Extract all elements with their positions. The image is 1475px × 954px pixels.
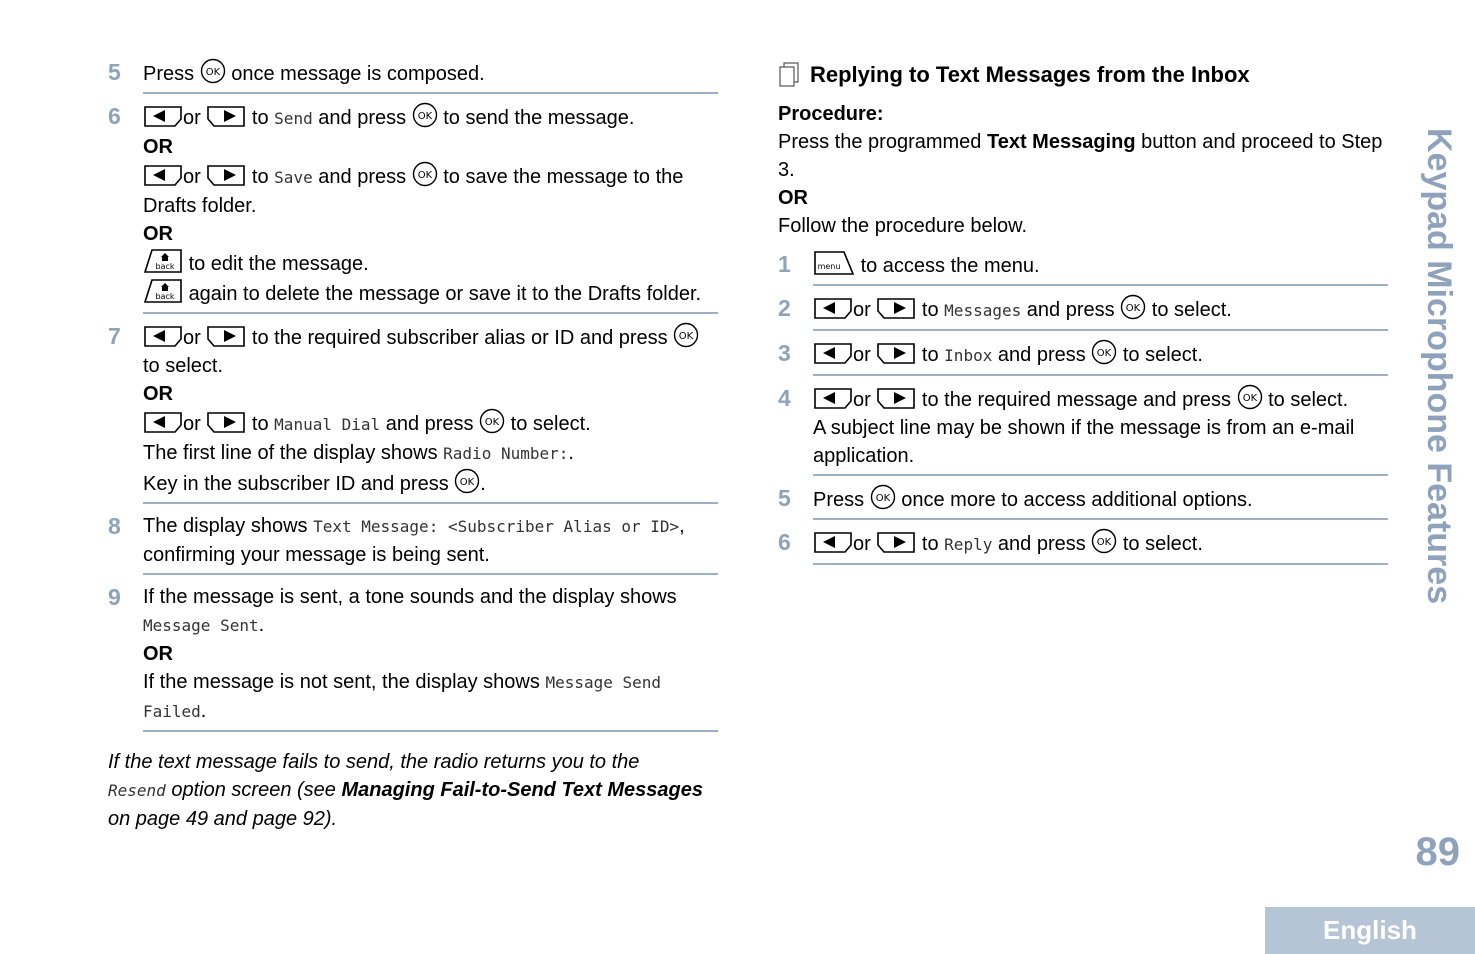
- step-number: 1: [778, 251, 791, 277]
- step-text: to select.: [1122, 344, 1203, 366]
- step-text: to save the message to the Drafts folder.: [143, 166, 684, 217]
- step-text: .: [200, 700, 207, 722]
- step-number: 5: [778, 485, 791, 511]
- step-number: 8: [108, 513, 121, 539]
- left-arrow-key-icon: [143, 163, 183, 187]
- step-text: again to delete the message or save it to the Drafts folder.: [188, 283, 702, 305]
- svg-text:OK: OK: [460, 477, 475, 488]
- step-text: Press: [143, 63, 195, 85]
- step-text: to access the menu.: [860, 255, 1040, 277]
- step-8-sending: [108, 512, 718, 575]
- left-arrow-key-icon: [813, 296, 853, 320]
- step-number: 2: [778, 295, 791, 321]
- step-text: A subject line may be shown if the message is from an e-mail application.: [813, 417, 1355, 467]
- display-text-message-sent: Message Sent: [143, 616, 259, 635]
- procedure-label: Procedure:: [778, 103, 884, 125]
- inbox-step-4: [778, 384, 1388, 476]
- step-text: and press: [318, 166, 407, 188]
- svg-text:back: back: [155, 292, 175, 301]
- left-arrow-key-icon: [813, 530, 853, 554]
- ok-button-icon: [479, 408, 505, 434]
- ok-button-icon: [454, 468, 480, 494]
- right-arrow-key-icon: [206, 410, 246, 434]
- ok-button-icon: [1237, 384, 1263, 410]
- ok-button-icon: [1120, 294, 1146, 320]
- step-number: 3: [778, 340, 791, 366]
- right-arrow-key-icon: [876, 341, 916, 365]
- svg-text:OK: OK: [1242, 393, 1257, 404]
- step-text: If the message is sent, a tone sounds and the display shows: [143, 586, 677, 608]
- step-text: to select.: [143, 355, 224, 377]
- right-column: [778, 62, 1388, 573]
- or-label: OR: [143, 643, 173, 665]
- note-text: If the text message fails to send, the radio returns you to the: [108, 751, 640, 773]
- step-text: to select.: [1268, 389, 1349, 411]
- display-text-message-send-failed: Message Send Failed: [143, 673, 662, 721]
- step-number: 9: [108, 584, 121, 610]
- svg-text:OK: OK: [875, 493, 890, 504]
- language-tab: English: [1265, 907, 1475, 954]
- step-text: and press: [385, 413, 474, 435]
- menu-key-icon: [813, 250, 855, 276]
- svg-text:OK: OK: [484, 417, 500, 428]
- svg-text:OK: OK: [417, 170, 432, 181]
- back-key-icon: [143, 248, 183, 274]
- or-label: OR: [143, 136, 173, 158]
- step-text: to the required subscriber alias or ID and press: [251, 327, 668, 349]
- svg-text:menu: menu: [817, 262, 841, 271]
- step-text: or: [183, 107, 201, 129]
- step-text: once more to access additional options.: [901, 489, 1253, 511]
- inbox-step-1: [778, 250, 1388, 286]
- step-5-compose: [108, 58, 718, 94]
- step-text: .: [258, 614, 265, 636]
- step-6-send-save: [108, 102, 718, 314]
- page-number: 89: [1415, 830, 1460, 874]
- cross-reference: Managing Fail-to-Send Text Messages: [341, 779, 704, 801]
- left-column: [108, 58, 718, 833]
- left-arrow-key-icon: [143, 324, 183, 348]
- step-number: 4: [778, 385, 791, 411]
- section-title: [778, 62, 1388, 88]
- back-key-icon: [143, 278, 183, 304]
- right-arrow-key-icon: [876, 530, 916, 554]
- inbox-step-5: [778, 484, 1388, 520]
- step-number: 7: [108, 323, 121, 349]
- step-text: to edit the message.: [188, 253, 369, 275]
- display-text-manual-dial: Manual Dial: [274, 415, 381, 434]
- svg-text:OK: OK: [1097, 348, 1112, 359]
- display-text-text-message: Text Message: <Subscriber Alias or ID>: [313, 517, 680, 536]
- inbox-step-2: [778, 294, 1388, 331]
- step-text: or: [183, 166, 201, 188]
- step-text: and press: [318, 107, 407, 129]
- step-number: 6: [108, 103, 121, 129]
- svg-text:OK: OK: [417, 111, 432, 122]
- inbox-step-6: [778, 528, 1388, 565]
- step-text: once message is composed.: [231, 63, 485, 85]
- svg-text:OK: OK: [1097, 537, 1112, 548]
- display-text-inbox: Inbox: [944, 346, 993, 365]
- svg-text:OK: OK: [1125, 303, 1141, 314]
- step-text: and press: [1026, 299, 1115, 321]
- procedure-intro: [778, 128, 1388, 184]
- display-text-resend: Resend: [108, 781, 166, 800]
- svg-text:back: back: [155, 262, 175, 271]
- svg-text:OK: OK: [205, 67, 220, 78]
- step-text: and press: [997, 344, 1086, 366]
- left-arrow-key-icon: [813, 386, 853, 410]
- ok-button-icon: [412, 161, 438, 187]
- step-number: 5: [108, 59, 121, 85]
- note-text: on page 49 and page 92).: [108, 808, 338, 830]
- step-9-result: [108, 583, 718, 732]
- ok-button-icon: [412, 102, 438, 128]
- ok-button-icon: [673, 322, 699, 348]
- display-text-reply: Reply: [944, 535, 993, 554]
- step-text: or: [183, 327, 201, 349]
- step-text: Press: [813, 489, 865, 511]
- step-text: or: [853, 344, 871, 366]
- procedure-text: button and proceed to Step 3.: [778, 131, 1383, 181]
- step-text: If the message is not sent, the display shows: [143, 671, 540, 693]
- step-text: , confirming your message is being sent.: [143, 515, 685, 566]
- step-text: to: [251, 107, 269, 129]
- or-label: OR: [143, 223, 173, 245]
- step-text: or: [183, 413, 201, 435]
- step-text: or: [853, 299, 871, 321]
- step-text: The display shows: [143, 515, 308, 537]
- step-text: to select.: [1151, 299, 1232, 321]
- right-arrow-key-icon: [206, 163, 246, 187]
- left-arrow-key-icon: [813, 341, 853, 365]
- right-arrow-key-icon: [206, 104, 246, 128]
- step-text: or: [853, 389, 871, 411]
- step-text: to: [921, 299, 939, 321]
- step-text: to the required message and press: [921, 389, 1231, 411]
- note-text: option screen (see: [171, 779, 336, 801]
- display-text-messages: Messages: [944, 301, 1022, 320]
- step-number: 6: [778, 529, 791, 555]
- svg-text:OK: OK: [679, 331, 694, 342]
- step-text: to: [251, 166, 269, 188]
- fail-note: [108, 748, 718, 833]
- step-text: .: [480, 473, 486, 495]
- step-text: to: [921, 344, 939, 366]
- right-arrow-key-icon: [876, 296, 916, 320]
- ok-button-icon: [1091, 339, 1117, 365]
- left-arrow-key-icon: [143, 104, 183, 128]
- left-arrow-key-icon: [143, 410, 183, 434]
- chapter-side-title: Keypad Microphone Features: [1420, 128, 1458, 605]
- step-text: or: [853, 533, 871, 555]
- or-label: OR: [143, 383, 173, 405]
- step-text: to select.: [1122, 533, 1203, 555]
- right-arrow-key-icon: [876, 386, 916, 410]
- step-text: Key in the subscriber ID and press: [143, 473, 449, 495]
- inbox-step-3: [778, 339, 1388, 376]
- step-text: to select.: [510, 413, 591, 435]
- step-text: to: [921, 533, 939, 555]
- ok-button-icon: [1091, 528, 1117, 554]
- or-label: OR: [778, 187, 808, 209]
- section-pages-icon: [778, 62, 800, 88]
- right-arrow-key-icon: [206, 324, 246, 348]
- step-7-select-subscriber: [108, 322, 718, 504]
- display-text-save: Save: [274, 168, 313, 187]
- step-text: and press: [997, 533, 1086, 555]
- step-text: to: [251, 413, 269, 435]
- procedure-text: Press the programmed: [778, 131, 982, 153]
- ok-button-icon: [870, 484, 896, 510]
- step-text: to send the message.: [443, 107, 635, 129]
- ok-button-icon: [200, 58, 226, 84]
- section-title-text: Replying to Text Messages from the Inbox: [810, 62, 1250, 87]
- display-text-send: Send: [274, 109, 313, 128]
- step-text: .: [568, 442, 574, 464]
- button-name: Text Messaging: [986, 131, 1136, 153]
- step-text: The first line of the display shows: [143, 442, 438, 464]
- procedure-text: Follow the procedure below.: [778, 215, 1028, 237]
- display-text-radio-number: Radio Number:: [443, 444, 569, 463]
